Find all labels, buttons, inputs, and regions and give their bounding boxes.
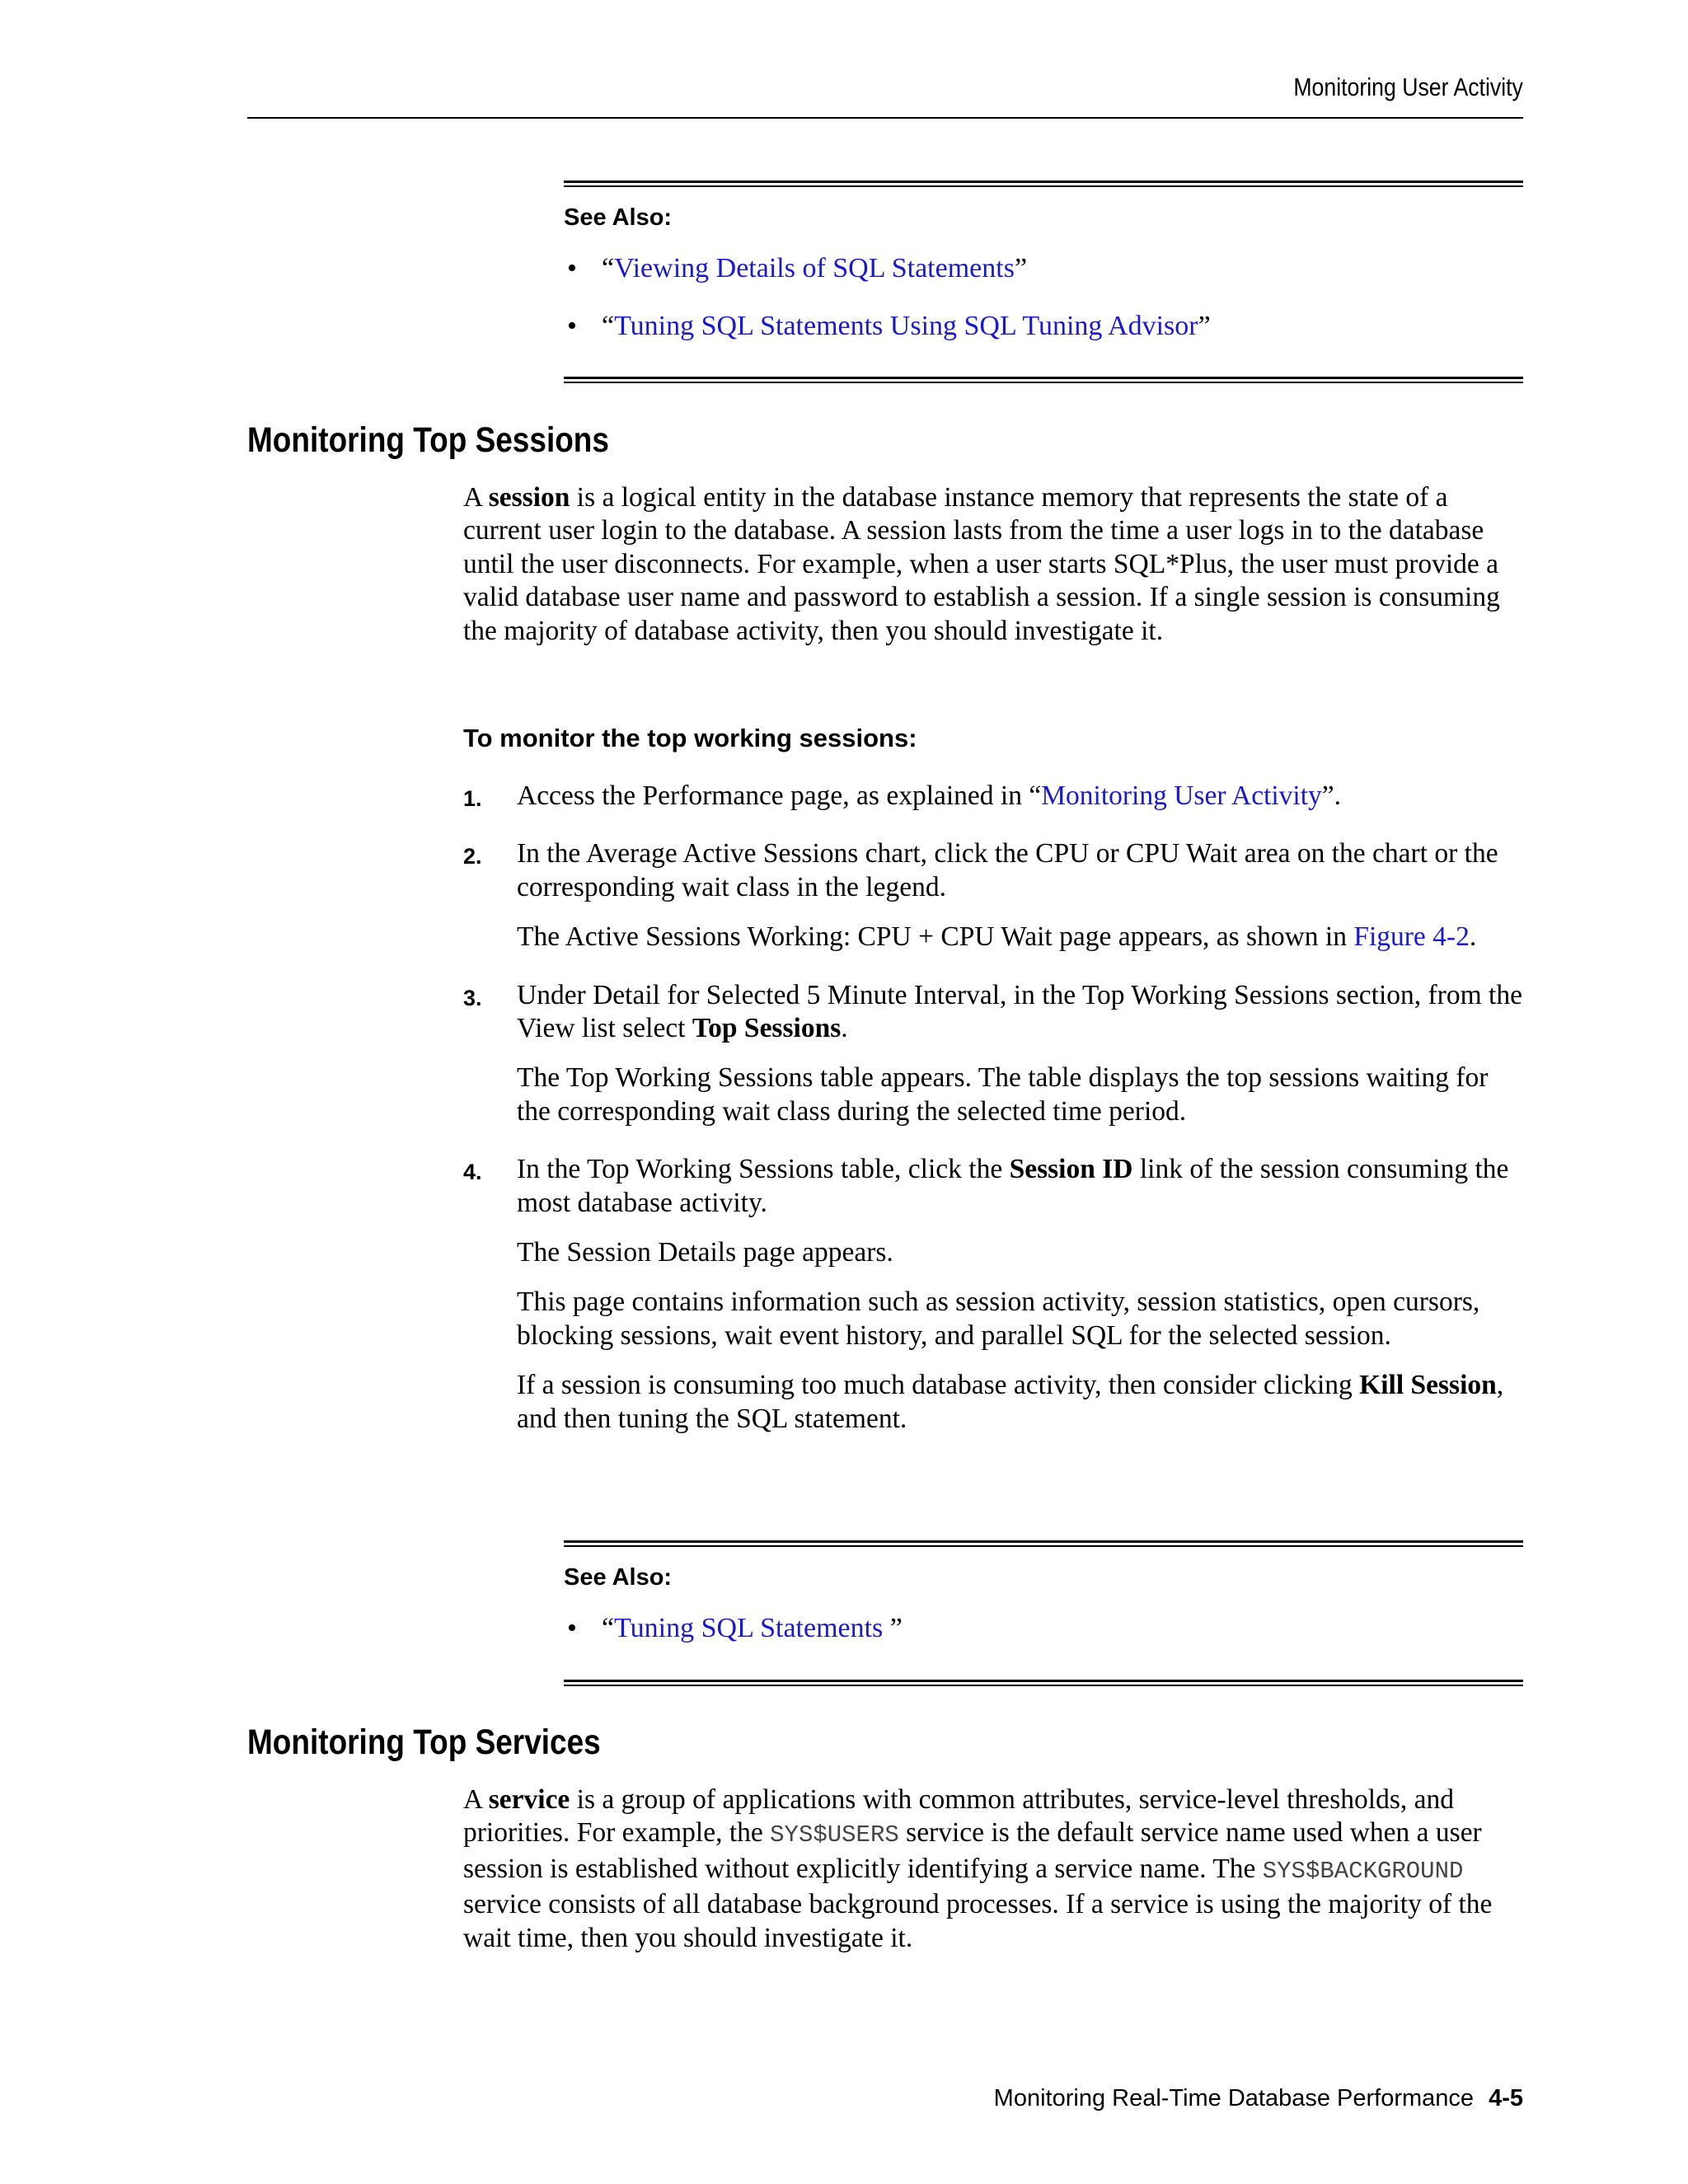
step-2: 2. In the Average Active Sessions chart, click the CPU or CPU Wait area on the chart or the corresponding wait class in the legend. The Active Sessions Working: CPU + CPU Wait page appears, as shown in Figure 4-2. bbox=[463, 838, 1498, 953]
link-viewing-details-sql[interactable]: Viewing Details of SQL Statements bbox=[614, 253, 1015, 284]
bullet-icon: • bbox=[567, 253, 577, 284]
link-tuning-sql-statements[interactable]: Tuning SQL Statements bbox=[614, 1613, 884, 1643]
step-4: 4. In the Top Working Sessions table, click the Session ID link of the session consuming the most database activity. The Session Details page appears. This page contains information such as session activity, session statistics, open cursors, blocking sessions, wait event history, and parallel SQL for the selected session. If a session is consuming too much database activity, then consider clicking Kill Session, and then tuning the SQL statement. bbox=[463, 1154, 1509, 1434]
running-header: Monitoring User Activity bbox=[1293, 73, 1523, 101]
link-tuning-sql-advisor[interactable]: Tuning SQL Statements Using SQL Tuning Advisor bbox=[614, 311, 1198, 341]
link-figure-4-2[interactable]: Figure 4-2 bbox=[1353, 921, 1470, 953]
header-rule bbox=[247, 117, 1523, 119]
step-1: 1. Access the Performance page, as explained in “Monitoring User Activity”. bbox=[463, 780, 1342, 811]
see-also-box bbox=[564, 1540, 1523, 1667]
section-heading-top-services: Monitoring Top Services bbox=[247, 1722, 601, 1762]
see-also-title: See Also: bbox=[564, 1564, 673, 1591]
see-also-item: • “Tuning SQL Statements Using SQL Tuning Advisor” bbox=[564, 307, 1523, 345]
link-monitoring-user-activity[interactable]: Monitoring User Activity bbox=[1041, 780, 1322, 811]
term-session: session bbox=[488, 482, 570, 513]
bullet-icon: • bbox=[567, 1613, 577, 1643]
footer-page-number: 4-5 bbox=[1489, 2085, 1523, 2111]
section-heading-top-sessions: Monitoring Top Sessions bbox=[247, 420, 609, 460]
see-also-item: • “Viewing Details of SQL Statements” bbox=[564, 250, 1523, 288]
bullet-icon: • bbox=[567, 311, 577, 341]
see-also-top-rule bbox=[564, 1540, 1523, 1547]
code-sys-background: SYS$BACKGROUND bbox=[1262, 1857, 1464, 1885]
see-also-bottom-rule bbox=[564, 1680, 1523, 1686]
page-footer bbox=[994, 2085, 1523, 2112]
step-3: 3. Under Detail for Selected 5 Minute Interval, in the Top Working Sessions section, from the View list select Top Sessions. The Top Working Sessions table appears. The table displays the top sessions waiting for the corresponding wait class during the selected time period. bbox=[463, 979, 1522, 1127]
procedure-steps bbox=[463, 780, 1526, 1460]
code-sys-users: SYS$USERS bbox=[770, 1821, 899, 1849]
see-also-list bbox=[564, 1610, 1523, 1647]
see-also-item: • “Tuning SQL Statements ” bbox=[564, 1610, 1523, 1647]
term-service: service bbox=[488, 1784, 570, 1815]
procedure-title: To monitor the top working sessions: bbox=[463, 724, 917, 752]
see-also-box bbox=[564, 180, 1523, 365]
section-intro-paragraph: A session is a logical entity in the database instance memory that represents the state of a current user login to the database. A session lasts from the time a user logs in to the database until the user disconnects. For example, when a user starts SQL*Plus, the user must provide a valid database user name and password to establish a session. If a single session is consuming the majority of database activity, then you should investigate it. bbox=[463, 482, 1500, 646]
footer-chapter-title: Monitoring Real-Time Database Performance bbox=[993, 2085, 1475, 2111]
section-services-paragraph: A service is a group of applications with common attributes, service-level thresholds, and priorities. For example, the SYS$USERS service is the default service name used when a user session is established without explicitly identifying a service name. The SYS$BACKGROUND service consists of all database background processes. If a service is using the majority of the wait time, then you should investigate it. bbox=[463, 1784, 1493, 1953]
see-also-title: See Also: bbox=[564, 204, 673, 231]
see-also-list bbox=[564, 250, 1523, 345]
see-also-top-rule bbox=[564, 180, 1523, 187]
see-also-bottom-rule bbox=[564, 377, 1523, 383]
